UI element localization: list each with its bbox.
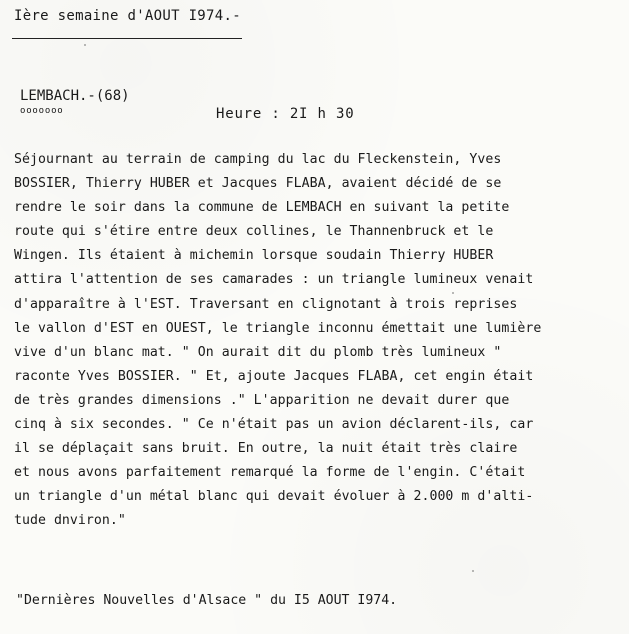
body-line: vive d'un blanc mat. " On aurait dit du plomb très lumineux " xyxy=(14,344,502,360)
paper-speck xyxy=(472,570,474,572)
body-line: raconte Yves BOSSIER. " Et, ajoute Jacques FLABA, cet engin était xyxy=(14,368,534,384)
body-line: un triangle d'un métal blanc qui devait évoluer à 2.000 m d'alti- xyxy=(14,489,534,505)
paper-speck xyxy=(84,44,86,46)
body-line: cinq à six secondes. " Ce n'était pas un avion déclarent-ils, car xyxy=(14,417,534,433)
body-line: route qui s'étire entre deux collines, le Thannenbruck et le xyxy=(14,224,494,240)
document-heading: Ière semaine d'AOUT I974.- xyxy=(14,8,241,24)
body-line: attira l'attention de ses camarades : un triangle lumineux venait xyxy=(14,272,534,288)
body-line: Séjournant au terrain de camping du lac du Fleckenstein, Yves xyxy=(14,152,502,167)
body-line: d'apparaître à l'EST. Traversant en clignotant à trois reprises xyxy=(14,296,518,312)
report-time: Heure : 2I h 30 xyxy=(216,106,355,122)
location-marker: ooooooo xyxy=(20,106,64,116)
location-label: LEMBACH.-(68) xyxy=(20,88,130,104)
body-line: de très grandes dimensions ." L'apparition ne devait durer que xyxy=(14,392,510,408)
body-line: tude dnviron." xyxy=(14,513,126,529)
heading-underline xyxy=(12,38,242,39)
body-line: rendre le soir dans la commune de LEMBACH en suivant la petite xyxy=(14,200,510,216)
body-line: il se déplaçait sans bruit. En outre, la nuit était très claire xyxy=(14,441,518,457)
paper-speck xyxy=(452,292,454,294)
body-line: BOSSIER, Thierry HUBER et Jacques FLABA, avaient décidé de se xyxy=(14,176,502,192)
body-line: Wingen. Ils étaient à michemin lorsque soudain Thierry HUBER xyxy=(14,248,494,264)
body-line: le vallon d'EST en OUEST, le triangle inconnu émettait une lumière xyxy=(14,320,542,336)
source-citation: "Dernières Nouvelles d'Alsace " du I5 AOUT I974. xyxy=(16,593,398,608)
report-body xyxy=(14,148,620,534)
body-line: et nous avons parfaitement remarqué la forme de l'engin. C'était xyxy=(14,465,526,481)
